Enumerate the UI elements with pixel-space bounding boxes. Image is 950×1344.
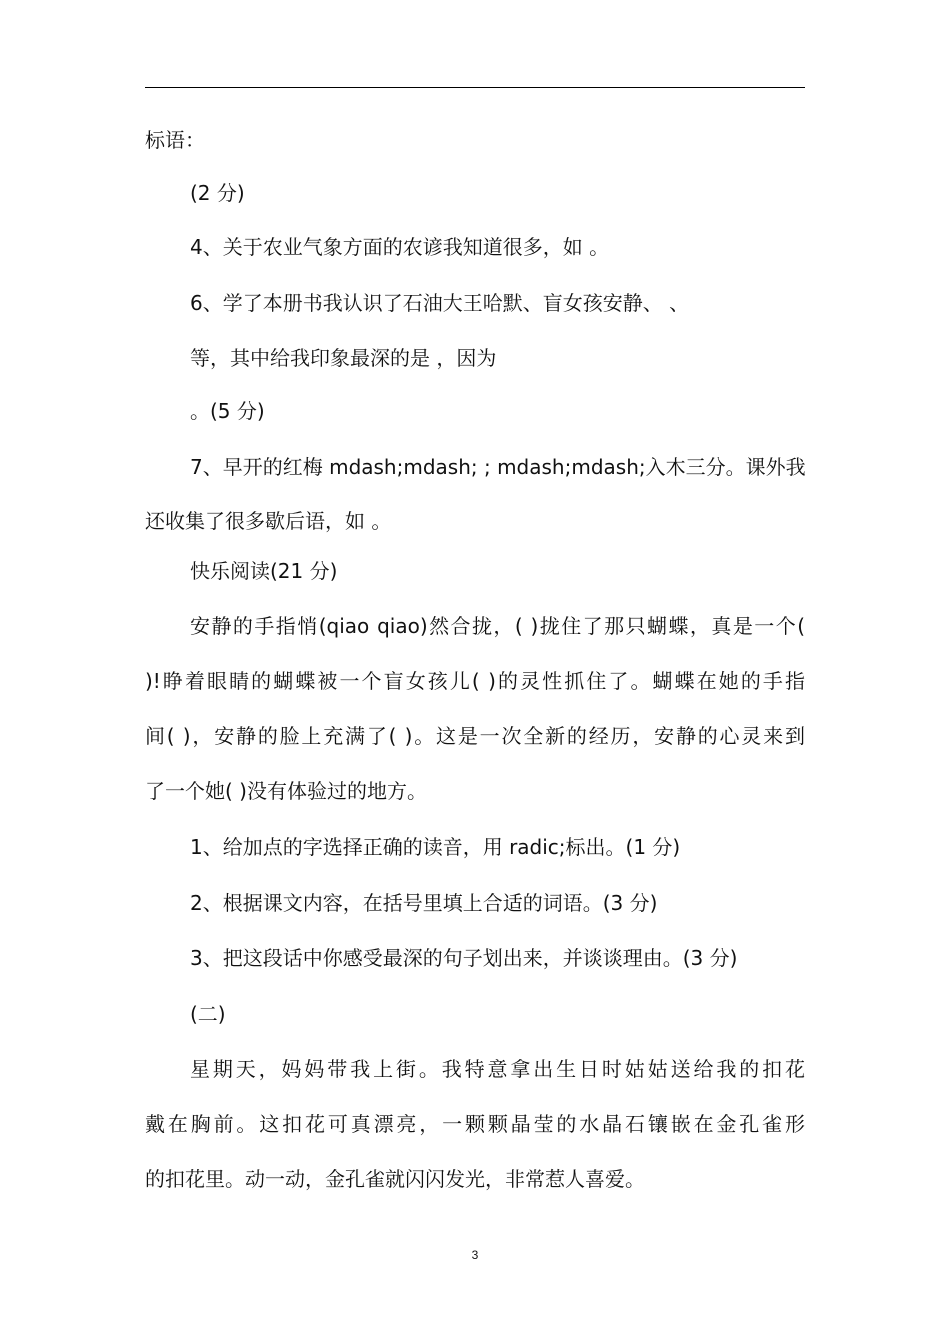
text-line: 还收集了很多歇后语，如 。 [145, 509, 392, 533]
text-line: )!睁着眼睛的蝴蝶被一个盲女孩儿( )的灵性抓住了。蝴蝶在她的手指 [145, 669, 805, 693]
question-line: 2、根据课文内容，在括号里填上合适的词语。(3 分) [190, 891, 658, 915]
text-line: (2 分) [190, 181, 245, 205]
text-line: 标语： [145, 128, 205, 152]
section-heading: 快乐阅读(21 分) [190, 559, 338, 583]
question-line: 1、给加点的字选择正确的读音，用 radic;标出。(1 分) [190, 835, 681, 859]
text-line: 戴在胸前。这扣花可真漂亮，一颗颗晶莹的水晶石镶嵌在金孔雀形 [145, 1112, 805, 1136]
text-line: 等，其中给我印象最深的是 ，因为 [190, 346, 497, 370]
text-line: 6、学了本册书我认识了石油大王哈默、盲女孩安静、 、 [190, 291, 690, 315]
text-line: 安静的手指悄(qiao qiao)然合拢，( )拢住了那只蝴蝶，真是一个( [190, 614, 805, 638]
text-line: 间( )，安静的脸上充满了( )。这是一次全新的经历，安静的心灵来到 [145, 724, 805, 748]
question-line: 3、把这段话中你感受最深的句子划出来，并谈谈理由。(3 分) [190, 946, 738, 970]
text-line: 了一个她( )没有体验过的地方。 [145, 779, 427, 803]
text-line: 。(5 分) [190, 399, 265, 423]
text-line: 的扣花里。动一动，金孔雀就闪闪发光，非常惹人喜爱。 [145, 1167, 645, 1191]
header-rule [145, 87, 805, 88]
page-number: 3 [471, 1248, 479, 1262]
text-line: 7、早开的红梅 mdash;mdash; ; mdash;mdash;入木三分。课外我 [190, 455, 806, 479]
text-line: 星期天，妈妈带我上街。我特意拿出生日时姑姑送给我的扣花 [190, 1057, 805, 1081]
text-line: 4、关于农业气象方面的农谚我知道很多，如 。 [190, 235, 610, 259]
section-heading: (二) [190, 1002, 226, 1026]
